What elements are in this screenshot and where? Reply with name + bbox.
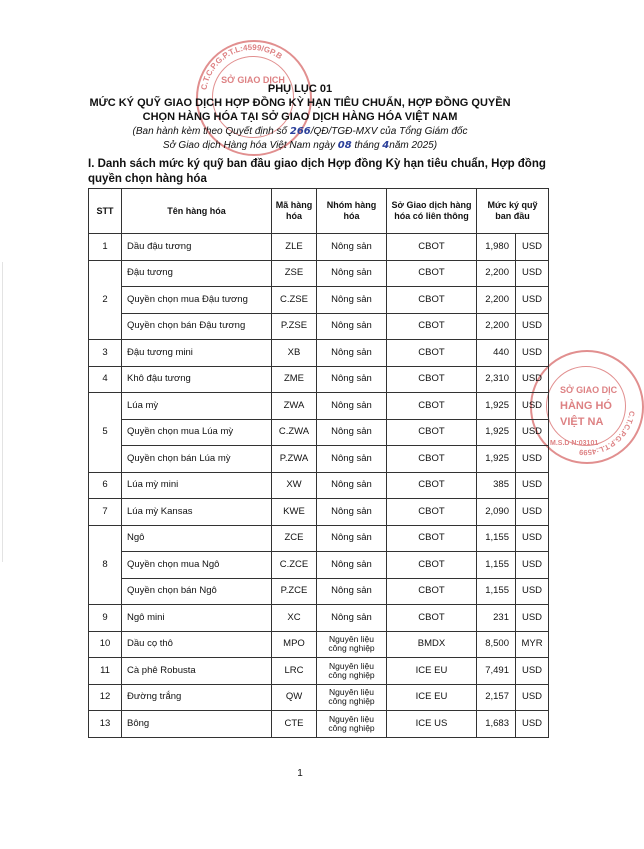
cell-exchange: CBOT <box>387 605 477 632</box>
table-row <box>89 605 549 632</box>
cell-name: Quyền chọn bán Ngô <box>122 578 272 605</box>
cell-exchange: BMDX <box>387 631 477 658</box>
table-row <box>89 234 549 261</box>
cell-exchange: CBOT <box>387 552 477 579</box>
cell-currency: MYR <box>516 631 549 658</box>
date-suffix: năm 2025) <box>389 140 438 151</box>
seal-ring-label: C.T.C.P.G.P.T.L:4599/GP.B <box>199 42 284 91</box>
cell-exchange: ICE EU <box>387 684 477 711</box>
table-row <box>89 631 549 658</box>
table-row <box>89 313 549 340</box>
table-row <box>89 658 549 685</box>
table-row <box>89 260 549 287</box>
cell-value: 8,500 <box>477 631 516 658</box>
cell-name: Đậu tương <box>122 260 272 287</box>
table-header-row <box>89 189 549 234</box>
cell-group: Nông sản <box>317 234 387 261</box>
cell-group: Nông sản <box>317 472 387 499</box>
cell-exchange: CBOT <box>387 419 477 446</box>
table-row <box>89 578 549 605</box>
cell-currency: USD <box>516 287 549 314</box>
header-margin: Mức ký quỹ ban đầu <box>477 189 549 234</box>
cell-value: 1,925 <box>477 419 516 446</box>
cell-name: Ngô mini <box>122 605 272 632</box>
seal-ring-label: C.T.C.P.G.P.T.L:4599 <box>578 410 637 458</box>
cell-value: 2,200 <box>477 260 516 287</box>
header-code: Mã hàng hóa <box>272 189 317 234</box>
cell-code: XB <box>272 340 317 367</box>
decision-suffix: /QĐ/TGĐ-MXV của Tổng Giám đốc <box>310 126 468 137</box>
cell-value: 1,155 <box>477 578 516 605</box>
cell-value: 1,683 <box>477 711 516 738</box>
cell-exchange: ICE EU <box>387 658 477 685</box>
cell-currency: USD <box>516 578 549 605</box>
cell-stt: 13 <box>89 711 122 738</box>
cell-stt: 12 <box>89 684 122 711</box>
table-row <box>89 287 549 314</box>
document-title-line-2: CHỌN HÀNG HÓA TẠI SỞ GIAO DỊCH HÀNG HÓA VIỆT NAM <box>142 111 458 123</box>
seal-line-3: VIỆT NA <box>560 416 604 428</box>
cell-value: 2,310 <box>477 366 516 393</box>
cell-exchange: CBOT <box>387 393 477 420</box>
cell-code: P.ZSE <box>272 313 317 340</box>
cell-name: Đậu tương mini <box>122 340 272 367</box>
table-row <box>89 525 549 552</box>
cell-stt: 9 <box>89 605 122 632</box>
cell-currency: USD <box>516 684 549 711</box>
cell-currency: USD <box>516 711 549 738</box>
seal-line-2: HÀNG HÓ <box>560 400 612 412</box>
cell-stt: 2 <box>89 260 122 340</box>
cell-exchange: CBOT <box>387 340 477 367</box>
cell-group: Nông sản <box>317 340 387 367</box>
seal-center-text: SỞ GIAO DỊCH <box>221 75 285 85</box>
cell-code: ZLE <box>272 234 317 261</box>
cell-stt: 11 <box>89 658 122 685</box>
cell-name: Dầu đậu tương <box>122 234 272 261</box>
cell-stt: 8 <box>89 525 122 605</box>
cell-name: Quyền chọn mua Đậu tương <box>122 287 272 314</box>
table-row <box>89 446 549 473</box>
cell-value: 1,925 <box>477 446 516 473</box>
scan-margin-line <box>2 262 3 562</box>
header-name: Tên hàng hóa <box>122 189 272 234</box>
header-stt: STT <box>89 189 122 234</box>
table-row <box>89 552 549 579</box>
table-row <box>89 393 549 420</box>
decision-prefix: (Ban hành kèm theo Quyết định số <box>132 126 288 137</box>
cell-currency: USD <box>516 393 549 420</box>
cell-name: Lúa mỳ Kansas <box>122 499 272 526</box>
date-prefix: Sở Giao dịch Hàng hóa Việt Nam ngày <box>162 140 335 151</box>
cell-stt: 3 <box>89 340 122 367</box>
cell-code: CTE <box>272 711 317 738</box>
cell-code: ZME <box>272 366 317 393</box>
cell-name: Quyền chọn bán Lúa mỳ <box>122 446 272 473</box>
cell-value: 1,980 <box>477 234 516 261</box>
cell-exchange: CBOT <box>387 260 477 287</box>
table-row <box>89 366 549 393</box>
cell-code: P.ZCE <box>272 578 317 605</box>
cell-stt: 1 <box>89 234 122 261</box>
cell-value: 231 <box>477 605 516 632</box>
cell-group: Nông sản <box>317 393 387 420</box>
cell-code: C.ZSE <box>272 287 317 314</box>
cell-exchange: CBOT <box>387 234 477 261</box>
cell-name: Quyền chọn mua Ngô <box>122 552 272 579</box>
cell-stt: 10 <box>89 631 122 658</box>
decision-date <box>0 140 600 151</box>
cell-code: KWE <box>272 499 317 526</box>
cell-currency: USD <box>516 234 549 261</box>
table-row <box>89 684 549 711</box>
cell-name: Quyền chọn mua Lúa mỳ <box>122 419 272 446</box>
decision-number-handwritten: 266 <box>289 126 311 137</box>
cell-currency: USD <box>516 525 549 552</box>
cell-name: Khô đậu tương <box>122 366 272 393</box>
cell-exchange: CBOT <box>387 499 477 526</box>
cell-name: Lúa mỳ mini <box>122 472 272 499</box>
cell-group: Nông sản <box>317 552 387 579</box>
cell-currency: USD <box>516 605 549 632</box>
table-row <box>89 340 549 367</box>
cell-code: QW <box>272 684 317 711</box>
cell-name: Đường trắng <box>122 684 272 711</box>
cell-name: Ngô <box>122 525 272 552</box>
table-row <box>89 499 549 526</box>
cell-group: Nông sản <box>317 525 387 552</box>
cell-exchange: CBOT <box>387 446 477 473</box>
cell-code: C.ZWA <box>272 419 317 446</box>
cell-exchange: CBOT <box>387 525 477 552</box>
cell-exchange: CBOT <box>387 287 477 314</box>
cell-currency: USD <box>516 366 549 393</box>
cell-value: 1,155 <box>477 552 516 579</box>
cell-exchange: CBOT <box>387 472 477 499</box>
cell-group: Nông sản <box>317 287 387 314</box>
cell-value: 1,925 <box>477 393 516 420</box>
cell-name: Quyền chọn bán Đậu tương <box>122 313 272 340</box>
cell-name: Bông <box>122 711 272 738</box>
cell-exchange: CBOT <box>387 578 477 605</box>
cell-currency: USD <box>516 552 549 579</box>
table-row <box>89 419 549 446</box>
cell-exchange: ICE US <box>387 711 477 738</box>
cell-code: ZSE <box>272 260 317 287</box>
cell-value: 2,157 <box>477 684 516 711</box>
seal-code: M.S.D N:03101 <box>550 440 599 447</box>
cell-code: C.ZCE <box>272 552 317 579</box>
cell-group: Nông sản <box>317 313 387 340</box>
cell-code: MPO <box>272 631 317 658</box>
cell-value: 385 <box>477 472 516 499</box>
cell-currency: USD <box>516 499 549 526</box>
cell-value: 2,200 <box>477 313 516 340</box>
cell-code: XW <box>272 472 317 499</box>
cell-value: 7,491 <box>477 658 516 685</box>
cell-group: Nông sản <box>317 366 387 393</box>
cell-exchange: CBOT <box>387 366 477 393</box>
page-number: 1 <box>297 768 303 779</box>
cell-group: Nông sản <box>317 260 387 287</box>
cell-currency: USD <box>516 472 549 499</box>
seal-line-1: SỞ GIAO DỊC <box>560 385 618 395</box>
cell-stt: 4 <box>89 366 122 393</box>
cell-currency: USD <box>516 313 549 340</box>
table-row <box>89 472 549 499</box>
margin-table <box>88 188 549 738</box>
table-row <box>89 711 549 738</box>
date-month-handwritten: 4 <box>382 140 390 151</box>
cell-value: 440 <box>477 340 516 367</box>
cell-name: Cà phê Robusta <box>122 658 272 685</box>
cell-exchange: CBOT <box>387 313 477 340</box>
cell-name: Dầu cọ thô <box>122 631 272 658</box>
cell-group: Nông sản <box>317 446 387 473</box>
header-exchange: Sở Giao dịch hàng hóa có liên thông <box>387 189 477 234</box>
cell-group: Nông sản <box>317 419 387 446</box>
cell-currency: USD <box>516 260 549 287</box>
cell-group: Nguyên liệu công nghiệp <box>317 684 387 711</box>
section-heading: I. Danh sách mức ký quỹ ban đầu giao dịch Hợp đồng Kỳ hạn tiêu chuẩn, Hợp đồng quyền chọn hàng hóa <box>88 158 546 185</box>
cell-code: LRC <box>272 658 317 685</box>
cell-group: Nông sản <box>317 499 387 526</box>
cell-group: Nguyên liệu công nghiệp <box>317 631 387 658</box>
cell-code: ZWA <box>272 393 317 420</box>
cell-stt: 5 <box>89 393 122 473</box>
cell-group: Nguyên liệu công nghiệp <box>317 658 387 685</box>
cell-value: 2,200 <box>477 287 516 314</box>
cell-currency: USD <box>516 340 549 367</box>
cell-group: Nông sản <box>317 578 387 605</box>
cell-code: P.ZWA <box>272 446 317 473</box>
cell-group: Nguyên liệu công nghiệp <box>317 711 387 738</box>
cell-code: ZCE <box>272 525 317 552</box>
appendix-title: PHỤ LỤC 01 <box>267 83 333 95</box>
cell-currency: USD <box>516 658 549 685</box>
date-day-handwritten: 08 <box>337 140 352 151</box>
header-group: Nhóm hàng hóa <box>317 189 387 234</box>
cell-currency: USD <box>516 446 549 473</box>
cell-code: XC <box>272 605 317 632</box>
cell-group: Nông sản <box>317 605 387 632</box>
cell-value: 2,090 <box>477 499 516 526</box>
decision-reference <box>0 126 600 137</box>
date-month-label: tháng <box>354 140 380 151</box>
cell-name: Lúa mỳ <box>122 393 272 420</box>
cell-value: 1,155 <box>477 525 516 552</box>
cell-currency: USD <box>516 419 549 446</box>
document-title-line-1: MỨC KÝ QUỸ GIAO DỊCH HỢP ĐỒNG KỲ HẠN TIÊU CHUẨN, HỢP ĐỒNG QUYỀN <box>89 97 511 109</box>
cell-stt: 6 <box>89 472 122 499</box>
cell-stt: 7 <box>89 499 122 526</box>
